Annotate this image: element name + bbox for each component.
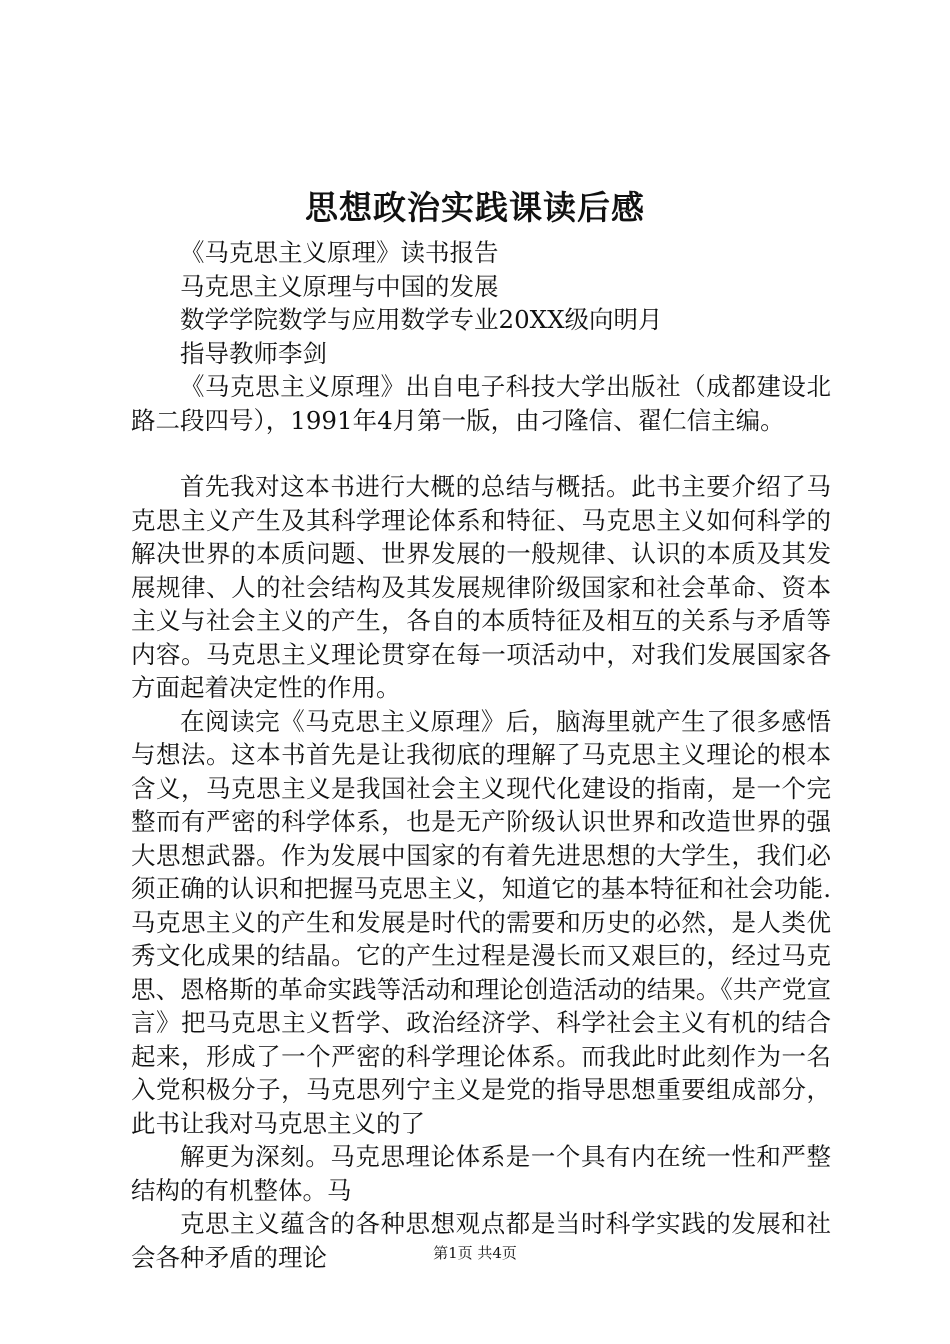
reflection-paragraph: 在阅读完《马克思主义原理》后，脑海里就产生了很多感悟与想法。这本书首先是让我彻底的理解了马克思主义理论的根本含义，马克思主义是我国社会主义现代化建设的指南，是一个完整而有严密的科学体系，也是无产阶级认识世界和改造世界的强大思想武器。作为发展中国家的有着先进思想的大学生，我们必须正确的认识和把握马克思主义，知道它的基本特征和社会功能.马克思主义的产生和发展是时代的需要和历史的必然，是人类优秀文化成果的结晶。它的产生过程是漫长而又艰巨的，经过马克思、恩格斯的革命实践等活动和理论创造活动的结果。《共产党宣言》把马克思主义哲学、政治经济学、科学社会主义有机的结合起来，形成了一个严密的科学理论体系。而我此时此刻作为一名入党积极分子，马克思列宁主义是党的指导思想重要组成部分，此书让我对马克思主义的了 bbox=[131, 706, 831, 1138]
report-heading: 《马克思主义原理》读书报告 bbox=[180, 238, 499, 267]
summary-paragraph: 首先我对这本书进行大概的总结与概括。此书主要介绍了马克思主义产生及其科学理论体系和特征、马克思主义如何科学的解决世界的本质问题、世界发展的一般规律、认识的本质及其发展规律、人的社会结构及其发展规律阶级国家和社会革命、资本主义与社会主义的产生，各自的本质特征及相互的关系与矛盾等内容。马克思主义理论贯穿在每一项活动中，对我们发展国家各方面起着决定性的作用。 bbox=[131, 472, 831, 702]
book-source-paragraph: 《马克思主义原理》出自电子科技大学出版社（成都建设北路二段四号），1991年4月第一版，由刁隆信、翟仁信主编。 bbox=[131, 372, 831, 435]
document-title: 思想政治实践课读后感 bbox=[305, 188, 645, 227]
report-subtitle: 马克思主义原理与中国的发展 bbox=[180, 271, 499, 301]
author-line: 数学学院数学与应用数学专业20XX级向明月 bbox=[180, 305, 663, 334]
document-body bbox=[131, 236, 831, 1274]
continuation-paragraph-2: 克思主义蕴含的各种思想观点都是当时科学实践的发展和社会各种矛盾的理论 bbox=[131, 1209, 831, 1272]
advisor-line: 指导教师李剑 bbox=[180, 338, 327, 368]
continuation-paragraph-1: 解更为深刻。马克思理论体系是一个具有内在统一性和严整结构的有机整体。马 bbox=[131, 1142, 831, 1205]
page-number-footer: 第1页 共4页 bbox=[433, 1244, 517, 1262]
